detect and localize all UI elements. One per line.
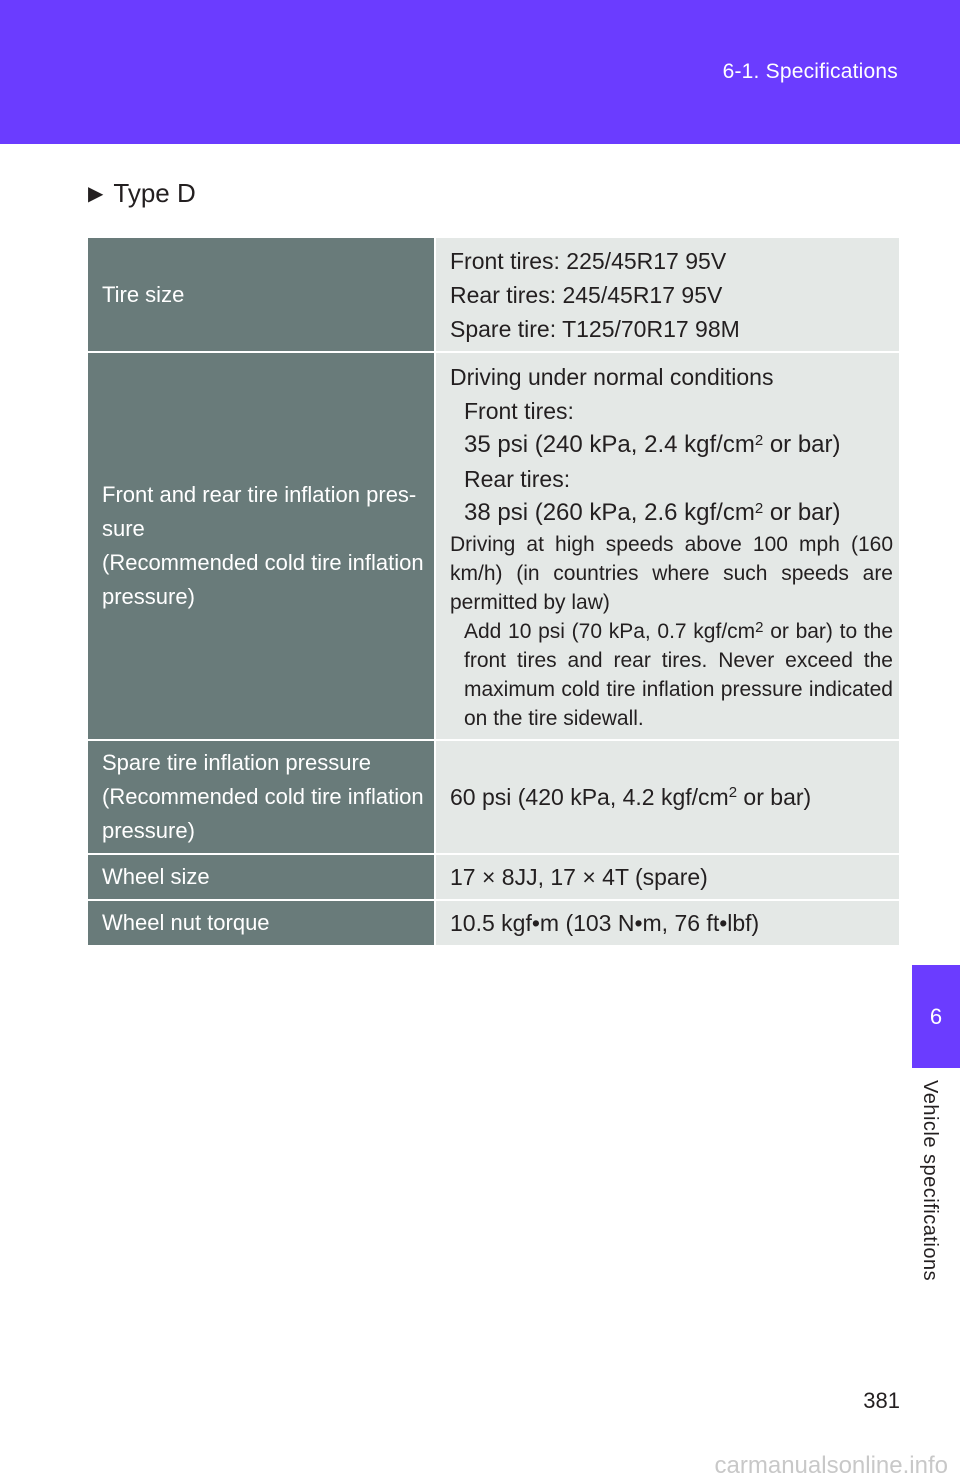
spare-inflation-value: [435, 740, 899, 854]
page-number: 381: [863, 1388, 900, 1413]
front-pressure-suffix: or bar): [763, 430, 841, 458]
rear-pressure-text: 38 psi (260 kPa, 2.6 kgf/cm: [464, 498, 755, 526]
subheading-text: Type D: [113, 178, 196, 208]
spare-inflation-label-line: (Recommended cold tire inflation: [102, 784, 424, 809]
rear-tire-size: Rear tires: 245/45R17 95V: [450, 281, 723, 308]
table-row: [88, 900, 899, 946]
inflation-label-line: pressure): [102, 584, 195, 609]
spare-tire-size: Spare tire: T125/70R17 98M: [450, 315, 740, 342]
add-pressure-text: Add 10 psi (70 kPa, 0.7 kgf/cm: [464, 619, 756, 643]
add-pressure-suffix: or bar) to the front tires and rear tires. Never exceed the maximum cold tire inflation pressure indicated on the tire sidewall.: [464, 619, 894, 730]
spare-inflation-label: [88, 740, 435, 854]
rear-tires-pressure: [450, 496, 893, 530]
spare-inflation-label-line: Spare tire inflation pressure: [102, 750, 372, 775]
chapter-label: Vehicle specifications: [919, 1080, 941, 1282]
table-row: [88, 352, 899, 740]
superscript: 2: [754, 431, 764, 449]
spare-inflation-label-line: pressure): [102, 818, 195, 843]
triangle-bullet-icon: ▶: [88, 183, 104, 205]
tire-size-label: Tire size: [88, 238, 435, 352]
wheel-size-value: 17 × 8JJ, 17 × 4T (spare): [435, 854, 899, 900]
superscript: 2: [755, 618, 764, 636]
front-tire-size: Front tires: 225/45R17 95V: [450, 247, 727, 274]
inflation-label-line: (Recommended cold tire inflation: [102, 550, 424, 575]
high-speed-heading: Driving at high speeds above 100 mph (160 km/h) (in countries where such speeds are permitted by law): [450, 532, 893, 614]
table-row: [88, 238, 899, 352]
spare-pressure-text: 60 psi (420 kPa, 4.2 kgf/cm: [450, 784, 729, 810]
superscript: 2: [754, 499, 764, 517]
spare-pressure-suffix: or bar): [737, 784, 812, 810]
front-tires-heading: Front tires:: [464, 397, 574, 424]
chapter-tab: 6: [912, 965, 960, 1068]
normal-conditions-heading: Driving under normal conditions: [450, 363, 774, 390]
rear-pressure-suffix: or bar): [763, 498, 841, 526]
rear-tires-heading: Rear tires:: [464, 465, 571, 492]
tire-size-value: [435, 238, 899, 352]
subheading: [88, 178, 196, 209]
table-row: [88, 854, 899, 900]
inflation-label: [88, 352, 435, 740]
watermark: carmanualsonline.info: [714, 1452, 948, 1479]
superscript: 2: [728, 784, 738, 801]
table-row: [88, 740, 899, 854]
wheel-nut-torque-label: Wheel nut torque: [88, 900, 435, 946]
tire-spec-table: [88, 238, 899, 947]
inflation-label-line: Front and rear tire inflation pres-: [102, 482, 417, 507]
inflation-label-line: sure: [102, 516, 145, 541]
high-speed-instruction: [450, 617, 893, 733]
inflation-value: [435, 352, 899, 740]
wheel-size-label: Wheel size: [88, 854, 435, 900]
header-band: [0, 0, 960, 144]
front-pressure-text: 35 psi (240 kPa, 2.4 kgf/cm: [464, 430, 755, 458]
section-title: 6-1. Specifications: [722, 60, 898, 83]
front-tires-pressure: [450, 428, 893, 462]
wheel-nut-torque-value: 10.5 kgf•m (103 N•m, 76 ft•lbf): [435, 900, 899, 946]
